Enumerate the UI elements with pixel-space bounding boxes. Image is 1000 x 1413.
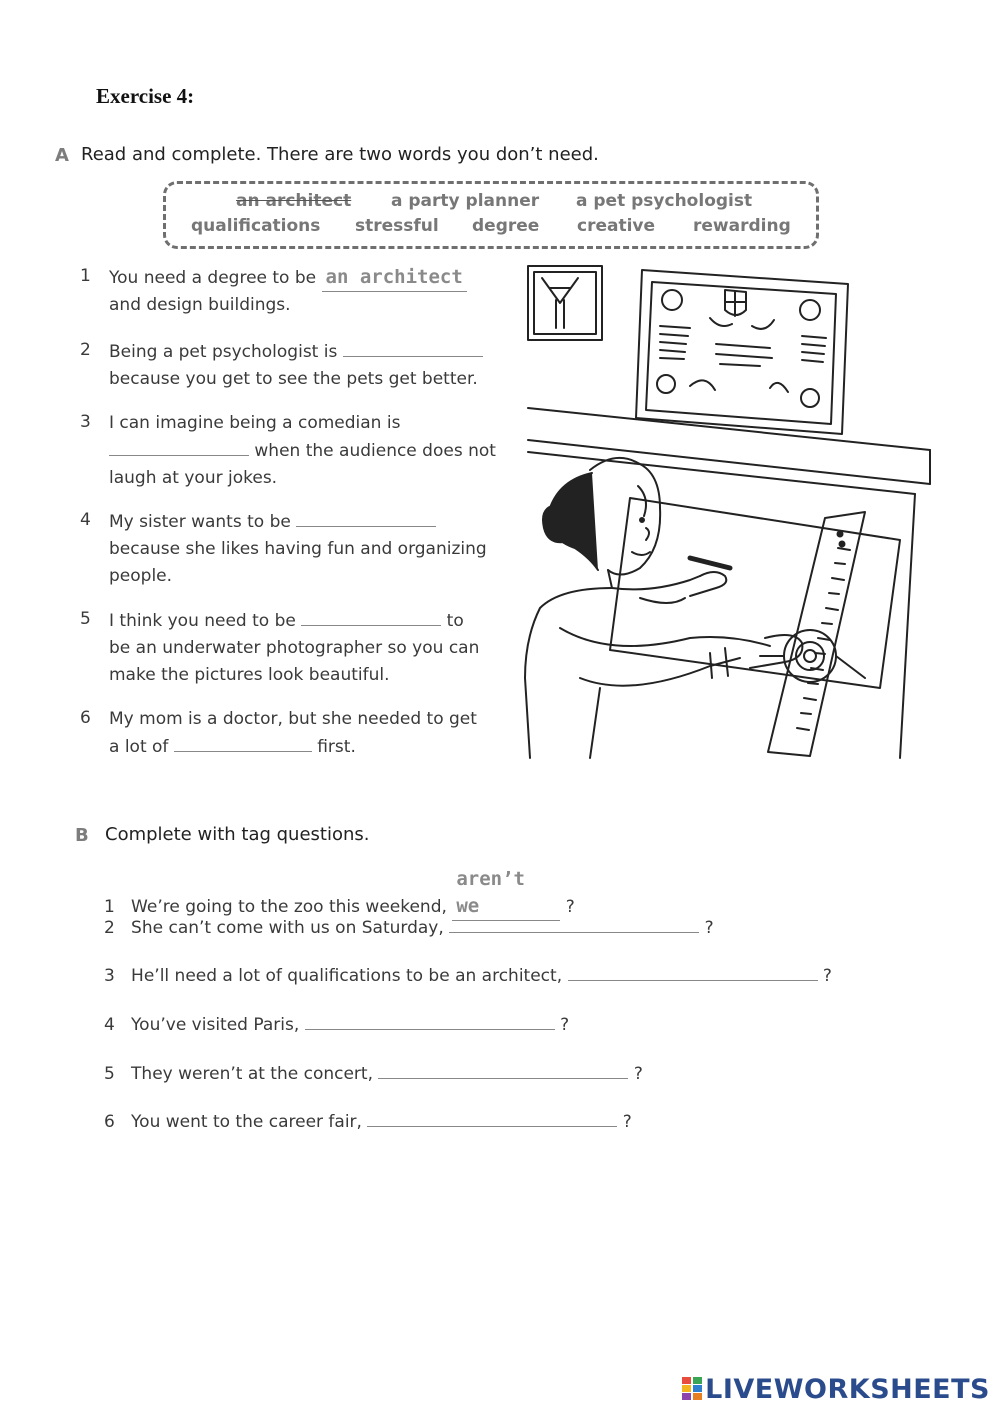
blank-a6[interactable]	[174, 733, 312, 752]
blank-b3[interactable]	[568, 962, 818, 981]
blank-b6[interactable]	[367, 1108, 617, 1127]
question-a4: My sister wants to be because she likes having fun and organizing people.	[109, 508, 487, 590]
section-b-instruction: Complete with tag questions.	[105, 824, 370, 845]
blank-b5[interactable]	[378, 1060, 628, 1079]
word-bank-item: a pet psychologist	[576, 191, 753, 211]
blank-b4[interactable]	[305, 1011, 555, 1030]
section-b-letter: B	[75, 825, 89, 846]
question-a3: I can imagine being a comedian is when the audience does not laugh at your jokes.	[109, 413, 496, 488]
page-title: Exercise 4:	[96, 84, 195, 108]
word-bank-item: rewarding	[693, 216, 791, 236]
word-bank-item: creative	[577, 216, 656, 236]
question-b4: 4 You’ve visited Paris, ?	[104, 1011, 569, 1039]
question-number: 1	[80, 266, 91, 286]
question-b6: 6 You went to the career fair, ?	[104, 1108, 632, 1136]
question-a1: You need a degree to be an architect and design buildings.	[109, 264, 467, 319]
question-a2: Being a pet psychologist is because you get to see the pets get better.	[109, 338, 483, 393]
word-bank-item: degree	[472, 216, 540, 236]
blank-a2[interactable]	[343, 338, 483, 357]
question-number: 4	[80, 510, 91, 530]
logo-icon	[682, 1377, 702, 1401]
question-a6: My mom is a doctor, but she needed to get a lot of first.	[109, 709, 477, 757]
question-number: 6	[80, 708, 91, 728]
word-bank-item: an architect	[236, 191, 352, 211]
question-b1: 1 We’re going to the zoo this weekend, aren’t we ?	[104, 866, 575, 921]
answer-a1[interactable]: an architect	[322, 264, 467, 292]
blank-a5[interactable]	[301, 607, 441, 626]
question-number: 3	[80, 412, 91, 432]
blank-a4[interactable]	[296, 508, 436, 527]
question-b2: 2 She can’t come with us on Saturday, ?	[104, 914, 714, 942]
architect-illustration	[520, 258, 935, 763]
blank-a3[interactable]	[109, 437, 249, 456]
blank-b2[interactable]	[449, 914, 699, 933]
logo-text: LIVEWORKSHEETS	[705, 1374, 990, 1405]
word-bank-item: qualifications	[191, 216, 321, 236]
word-bank-item: stressful	[355, 216, 439, 236]
section-a-instruction: Read and complete. There are two words you don’t need.	[81, 144, 599, 165]
question-number: 2	[80, 340, 91, 360]
word-bank-item: a party planner	[391, 191, 540, 211]
liveworksheets-logo[interactable]	[682, 1374, 990, 1405]
answer-b1[interactable]: aren’t we	[452, 866, 560, 921]
question-a5: I think you need to be to be an underwater photographer so you can make the pictures look beautiful.	[109, 607, 479, 689]
question-b5: 5 They weren’t at the concert, ?	[104, 1060, 643, 1088]
question-b3: 3 He’ll need a lot of qualifications to be an architect, ?	[104, 962, 832, 990]
section-a-letter: A	[55, 145, 69, 166]
question-number: 5	[80, 609, 91, 629]
